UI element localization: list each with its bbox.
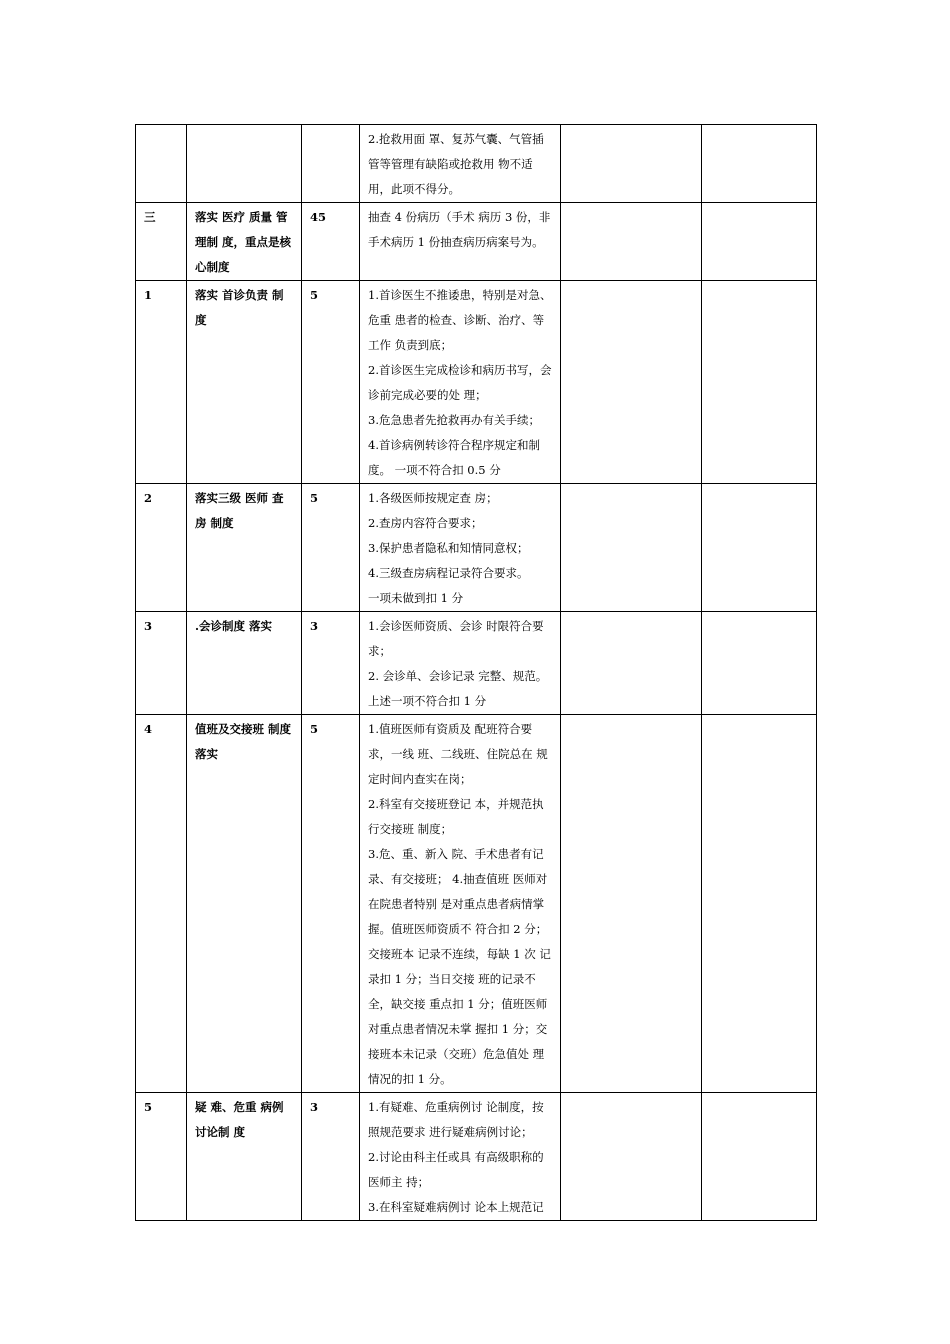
deduction-cell xyxy=(561,715,702,1093)
remark-cell xyxy=(702,612,817,715)
standard-line: 4.首诊病例转诊符合程序规定和制度。 一项不符合扣 0.5 分 xyxy=(368,438,540,477)
standard-line: 3.在科室疑难病例讨 论本上规范记 xyxy=(368,1200,544,1214)
standard-text xyxy=(360,612,561,715)
table-row xyxy=(136,715,817,1093)
remark-cell xyxy=(702,715,817,1093)
remark-cell xyxy=(702,203,817,281)
check-item: 落实 医疗 质量 管理制 度，重点是核心制度 xyxy=(187,203,302,281)
standard-text xyxy=(360,125,561,203)
standard-line: 1.首诊医生不推诿患，特别是对急、危重 患者的检查、诊断、治疗、等工作 负责到底； xyxy=(368,288,552,352)
score-value: 3 xyxy=(302,1093,360,1221)
deduction-cell xyxy=(561,125,702,203)
standard-line: 1.各级医师按规定查 房； xyxy=(368,491,498,505)
row-number xyxy=(136,125,187,203)
standard-text xyxy=(360,715,561,1093)
standard-line: 2.科室有交接班登记 本，并规范执行交接班 制度； xyxy=(368,797,544,836)
standard-text xyxy=(360,484,561,612)
standard-line: 1.值班医师有资质及 配班符合要求，一线 班、二线班、住院总在 规定时间内查实在岗； xyxy=(368,722,548,786)
row-number: 5 xyxy=(136,1093,187,1221)
standard-text xyxy=(360,203,561,281)
table-row xyxy=(136,203,817,281)
deduction-cell xyxy=(561,203,702,281)
standard-line: 抽查 4 份病历（手术 病历 3 份，非手术病历 1 份抽查病历病案号为。 xyxy=(368,210,551,249)
deduction-cell xyxy=(561,484,702,612)
row-number: 1 xyxy=(136,281,187,484)
remark-cell xyxy=(702,281,817,484)
standard-text xyxy=(360,1093,561,1221)
table-row xyxy=(136,125,817,203)
evaluation-table xyxy=(135,124,817,1221)
table-row xyxy=(136,484,817,612)
table-body xyxy=(136,125,817,1221)
table-row xyxy=(136,281,817,484)
standard-line: 2. 会诊单、会诊记录 完整、规范。 xyxy=(368,669,548,683)
deduction-cell xyxy=(561,281,702,484)
score-value: 5 xyxy=(302,281,360,484)
remark-cell xyxy=(702,1093,817,1221)
row-number: 三 xyxy=(136,203,187,281)
standard-line: 2.首诊医生完成检诊和病历书写，会诊前完成必要的处 理； xyxy=(368,363,552,402)
check-item: 值班及交接班 制度 落实 xyxy=(187,715,302,1093)
standard-line: 4.三级查房病程记录符合要求。 xyxy=(368,566,529,580)
standard-text xyxy=(360,281,561,484)
row-number: 3 xyxy=(136,612,187,715)
check-item: 落实 首诊负责 制度 xyxy=(187,281,302,484)
check-item: .会诊制度 落实 xyxy=(187,612,302,715)
score-value xyxy=(302,125,360,203)
check-item xyxy=(187,125,302,203)
remark-cell xyxy=(702,484,817,612)
check-item: 疑 难、危重 病例 讨论制 度 xyxy=(187,1093,302,1221)
score-value: 45 xyxy=(302,203,360,281)
deduction-cell xyxy=(561,612,702,715)
deduction-cell xyxy=(561,1093,702,1221)
score-value: 3 xyxy=(302,612,360,715)
score-value: 5 xyxy=(302,715,360,1093)
standard-line: 3.危急患者先抢救再办有关手续； xyxy=(368,413,540,427)
row-number: 2 xyxy=(136,484,187,612)
standard-line: 一项未做到扣 1 分 xyxy=(368,591,464,605)
standard-line: 1.会诊医师资质、会诊 时限符合要求； xyxy=(368,619,544,658)
standard-line: 3.保护患者隐私和知情同意权； xyxy=(368,541,529,555)
standard-line: 2.抢救用面 罩、复苏气囊、气管插管等管理有缺陷或抢救用 物不适用，此项不得分。 xyxy=(368,132,544,196)
check-item: 落实三级 医师 查房 制度 xyxy=(187,484,302,612)
row-number: 4 xyxy=(136,715,187,1093)
score-value: 5 xyxy=(302,484,360,612)
remark-cell xyxy=(702,125,817,203)
standard-line: 1.有疑难、危重病例讨 论制度，按照规范要求 进行疑难病例讨论； xyxy=(368,1100,544,1139)
standard-line: 2.讨论由科主任或具 有高级职称的医师主 持； xyxy=(368,1150,544,1189)
standard-line: 3.危、重、新入 院、手术患者有记录、有交接班； 4.抽查值班 医师对在院患者特别 是对重点患者病情掌 握。值班医师资质不 符合扣 2 分；交接班本 记录不连续，每缺 1 次 记录扣 1 分；当日交接 班的记录不全，缺交接 重点扣 1 分；值班医师 对重点患者情况未掌 握扣 1 分；交接班本未记录（交班）危急值处 理情况的扣 1 分。 xyxy=(368,847,551,1086)
table-row xyxy=(136,1093,817,1221)
standard-line: 上述一项不符合扣 1 分 xyxy=(368,694,487,708)
standard-line: 2.查房内容符合要求； xyxy=(368,516,483,530)
table-row xyxy=(136,612,817,715)
